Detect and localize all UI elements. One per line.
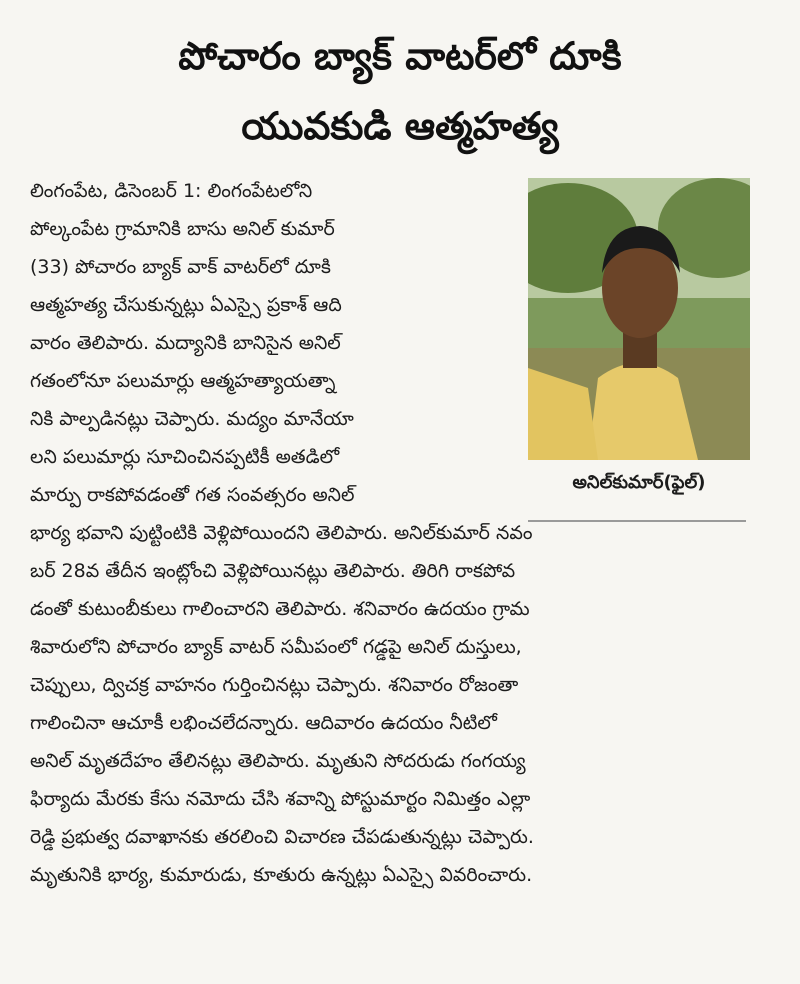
- news-photo: [528, 178, 750, 460]
- body-line: మృతునికి భార్య, కుమారుడు, కూతురు ఉన్నట్లు ఏఎస్సై వివరించారు.: [30, 864, 533, 886]
- headline-line-1: పోచారం బ్యాక్ వాటర్‌లో దూకి: [178, 34, 622, 78]
- body-line: పోల్కంపేట గ్రామానికి బాసు అనిల్ కుమార్: [30, 218, 335, 240]
- body-line: గతంలోనూ పలుమార్లు ఆత్మహత్యాయత్నా: [30, 370, 336, 392]
- body-line: భార్య భవాని పుట్టింటికి వెళ్లిపోయిందని తెలిపారు. అనిల్‌కుమార్ నవం: [30, 522, 533, 544]
- body-line: ఆత్మహత్య చేసుకున్నట్లు ఏఎస్సై ప్రకాశ్ ఆది: [30, 294, 342, 316]
- body-line: నికి పాల్పడినట్లు చెప్పారు. మద్యం మానేయా: [30, 408, 354, 430]
- body-line: లింగంపేట, డిసెంబర్ 1: లింగంపేటలోని: [30, 180, 313, 202]
- body-line: గాలించినా ఆచూకీ లభించలేదన్నారు. ఆదివారం ఉదయం నీటిలో: [30, 712, 497, 734]
- portrait-image: [528, 178, 750, 460]
- body-line: శివారులోని పోచారం బ్యాక్ వాటర్ సమీపంలో గడ్డపై అనిల్ దుస్తులు,: [30, 636, 522, 658]
- body-line: (33) పోచారం బ్యాక్ వాక్ వాటర్‌లో దూకి: [30, 256, 331, 278]
- body-line: డంతో కుటుంబీకులు గాలించారని తెలిపారు. శనివారం ఉదయం గ్రామ: [30, 598, 530, 620]
- body-line: రెడ్డి ప్రభుత్వ దవాఖానకు తరలించి విచారణ చేపడుతున్నట్లు చెప్పారు.: [30, 826, 534, 848]
- body-line: బర్ 28వ తేదీన ఇంట్లోంచి వెళ్లిపోయినట్లు తెలిపారు. తిరిగి రాకపోవ: [30, 560, 516, 582]
- body-line: ఫిర్యాదు మేరకు కేసు నమోదు చేసి శవాన్ని పోస్టుమార్టం నిమిత్తం ఎల్లా: [30, 788, 531, 810]
- body-line: మార్పు రాకపోవడంతో గత సంవత్సరం అనిల్: [30, 484, 355, 506]
- body-line: వారం తెలిపారు. మద్యానికి బానిసైన అనిల్: [30, 332, 341, 354]
- headline-line-2: యువకుడి ఆత్మహత్య: [241, 104, 559, 148]
- body-line: అనిల్ మృతదేహం తేలినట్లు తెలిపారు. మృతుని సోదరుడు గంగయ్య: [30, 750, 526, 772]
- photo-caption: అనిల్‌కుమార్(ఫైల్): [572, 472, 706, 493]
- body-line: లని పలుమార్లు సూచించినప్పటికీ అతడిలో: [30, 446, 340, 468]
- body-line: చెప్పులు, ద్విచక్ర వాహనం గుర్తించినట్లు చెప్పారు. శనివారం రోజంతా: [30, 674, 519, 696]
